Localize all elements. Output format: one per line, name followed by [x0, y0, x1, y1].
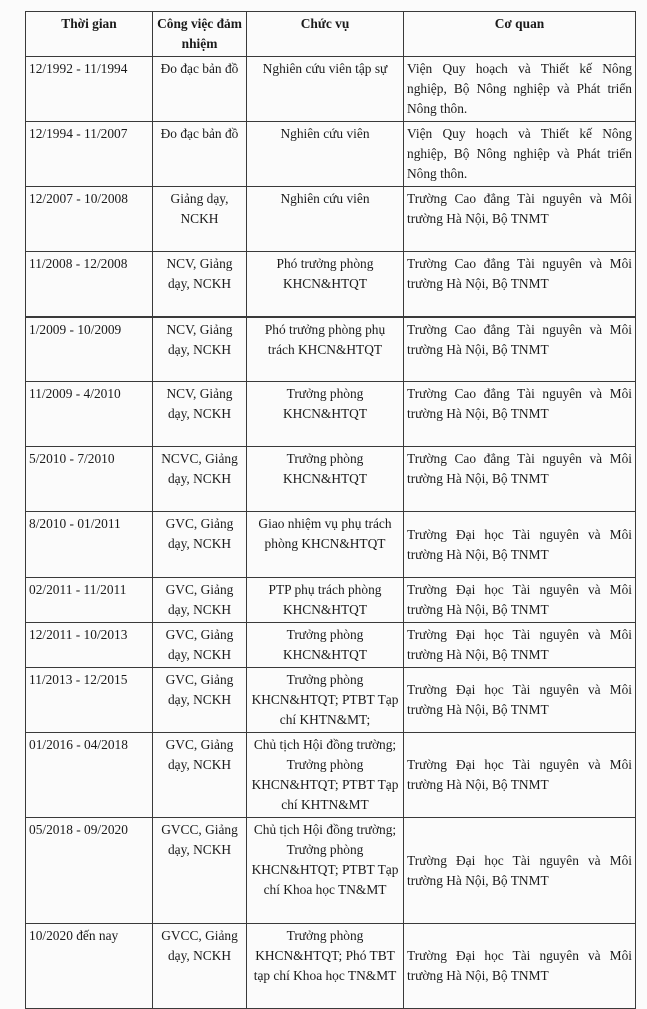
table-row — [26, 578, 636, 623]
cell-position: Trưởng phòng KHCN&HTQT — [247, 447, 404, 512]
cell-agency: Trường Đại học Tài nguyên và Môi trường Hà Nội, Bộ TNMT — [404, 623, 636, 668]
cell-position: Nghiên cứu viên — [247, 122, 404, 187]
cell-work: Đo đạc bản đồ — [153, 122, 247, 187]
cell-agency: Trường Đại học Tài nguyên và Môi trường Hà Nội, Bộ TNMT — [404, 924, 636, 1009]
cell-period: 02/2011 - 11/2011 — [26, 578, 153, 623]
cell-period: 10/2020 đến nay — [26, 924, 153, 1009]
cell-period: 01/2016 - 04/2018 — [26, 733, 153, 818]
cell-position: Chủ tịch Hội đồng trường; Trưởng phòng KHCN&HTQT; PTBT Tạp chí KHTN&MT — [247, 733, 404, 818]
table-header-row — [26, 12, 636, 57]
cell-agency: Trường Cao đẳng Tài nguyên và Môi trường Hà Nội, Bộ TNMT — [404, 318, 636, 382]
cell-work: NCV, Giảng dạy, NCKH — [153, 318, 247, 382]
cell-agency: Trường Đại học Tài nguyên và Môi trường Hà Nội, Bộ TNMT — [404, 578, 636, 623]
table-row — [26, 318, 636, 382]
cell-position: Phó trưởng phòng phụ trách KHCN&HTQT — [247, 318, 404, 382]
cell-work: GVC, Giảng dạy, NCKH — [153, 512, 247, 578]
cell-position: Nghiên cứu viên — [247, 187, 404, 252]
cell-position: Trưởng phòng KHCN&HTQT; PTBT Tạp chí KHTN&MT; — [247, 668, 404, 733]
header-work: Công việc đảm nhiệm — [153, 12, 247, 57]
cell-agency: Trường Cao đẳng Tài nguyên và Môi trường Hà Nội, Bộ TNMT — [404, 447, 636, 512]
cell-work: GVC, Giảng dạy, NCKH — [153, 733, 247, 818]
table-row — [26, 187, 636, 252]
table-row — [26, 924, 636, 1009]
cell-period: 11/2008 - 12/2008 — [26, 252, 153, 317]
table-row — [26, 512, 636, 578]
cell-agency: Viện Quy hoạch và Thiết kế Nông nghiệp, Bộ Nông nghiệp và Phát triển Nông thôn. — [404, 57, 636, 122]
cell-work: GVC, Giảng dạy, NCKH — [153, 668, 247, 733]
cell-work: GVCC, Giảng dạy, NCKH — [153, 818, 247, 924]
cell-position: Trưởng phòng KHCN&HTQT; Phó TBT tạp chí Khoa học TN&MT — [247, 924, 404, 1009]
cell-work: Giảng dạy, NCKH — [153, 187, 247, 252]
cell-work: GVC, Giảng dạy, NCKH — [153, 623, 247, 668]
cell-work: GVC, Giảng dạy, NCKH — [153, 578, 247, 623]
cell-position: Giao nhiệm vụ phụ trách phòng KHCN&HTQT — [247, 512, 404, 578]
cell-work: NCV, Giảng dạy, NCKH — [153, 252, 247, 317]
cell-period: 5/2010 - 7/2010 — [26, 447, 153, 512]
cell-period: 12/2011 - 10/2013 — [26, 623, 153, 668]
cell-agency: Trường Cao đẳng Tài nguyên và Môi trường Hà Nội, Bộ TNMT — [404, 187, 636, 252]
cell-agency: Viện Quy hoạch và Thiết kế Nông nghiệp, Bộ Nông nghiệp và Phát triển Nông thôn. — [404, 122, 636, 187]
cell-period: 12/2007 - 10/2008 — [26, 187, 153, 252]
table-row — [26, 382, 636, 447]
cell-agency: Trường Cao đẳng Tài nguyên và Môi trường Hà Nội, Bộ TNMT — [404, 382, 636, 447]
work-history-table-part-1 — [25, 11, 636, 317]
cell-agency: Trường Đại học Tài nguyên và Môi trường Hà Nội, Bộ TNMT — [404, 733, 636, 818]
cell-work: GVCC, Giảng dạy, NCKH — [153, 924, 247, 1009]
cell-period: 11/2009 - 4/2010 — [26, 382, 153, 447]
cell-position: Nghiên cứu viên tập sự — [247, 57, 404, 122]
cell-position: Trưởng phòng KHCN&HTQT — [247, 382, 404, 447]
table-row — [26, 447, 636, 512]
cell-agency: Trường Đại học Tài nguyên và Môi trường Hà Nội, Bộ TNMT — [404, 512, 636, 578]
cell-period: 05/2018 - 09/2020 — [26, 818, 153, 924]
cell-work: NCVC, Giảng dạy, NCKH — [153, 447, 247, 512]
header-agency: Cơ quan — [404, 12, 636, 57]
table-row — [26, 733, 636, 818]
table-row — [26, 122, 636, 187]
cell-position: Phó trưởng phòng KHCN&HTQT — [247, 252, 404, 317]
cell-position: Chủ tịch Hội đồng trường; Trưởng phòng KHCN&HTQT; PTBT Tạp chí Khoa học TN&MT — [247, 818, 404, 924]
cell-agency: Trường Cao đẳng Tài nguyên và Môi trường Hà Nội, Bộ TNMT — [404, 252, 636, 317]
table-row — [26, 668, 636, 733]
cell-position: Trưởng phòng KHCN&HTQT — [247, 623, 404, 668]
work-history-table-part-2 — [25, 317, 636, 1009]
cell-position: PTP phụ trách phòng KHCN&HTQT — [247, 578, 404, 623]
header-period: Thời gian — [26, 12, 153, 57]
cell-period: 12/1994 - 11/2007 — [26, 122, 153, 187]
table-row — [26, 57, 636, 122]
table-row — [26, 252, 636, 317]
cell-period: 1/2009 - 10/2009 — [26, 318, 153, 382]
cell-work: Đo đạc bản đồ — [153, 57, 247, 122]
cell-work: NCV, Giảng dạy, NCKH — [153, 382, 247, 447]
cell-agency: Trường Đại học Tài nguyên và Môi trường Hà Nội, Bộ TNMT — [404, 668, 636, 733]
table-row — [26, 623, 636, 668]
cell-period: 11/2013 - 12/2015 — [26, 668, 153, 733]
cell-period: 8/2010 - 01/2011 — [26, 512, 153, 578]
cell-period: 12/1992 - 11/1994 — [26, 57, 153, 122]
header-position: Chức vụ — [247, 12, 404, 57]
table-row — [26, 818, 636, 924]
cell-agency: Trường Đại học Tài nguyên và Môi trường Hà Nội, Bộ TNMT — [404, 818, 636, 924]
